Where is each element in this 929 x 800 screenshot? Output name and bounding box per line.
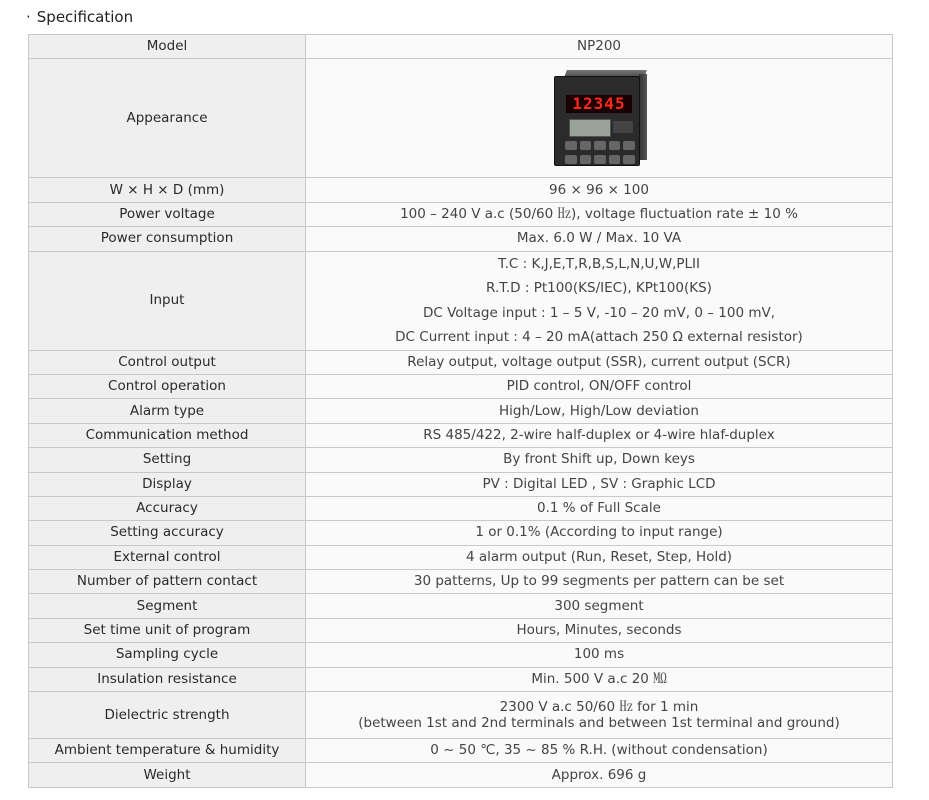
row-label: Setting [29, 448, 306, 472]
table-row [29, 227, 893, 251]
value-line: (between 1st and 2nd terminals and between 1st terminal and ground) [358, 715, 840, 732]
row-label: Power consumption [29, 227, 306, 251]
table-row [29, 594, 893, 618]
spec-table [28, 34, 893, 788]
row-value: 4 alarm output (Run, Reset, Step, Hold) [306, 545, 893, 569]
heading-title: Specification [36, 8, 134, 26]
row-label: Control operation [29, 374, 306, 398]
row-value: 30 patterns, Up to 99 segments per pattern can be set [306, 570, 893, 594]
row-label: Dielectric strength [29, 692, 306, 739]
row-value: 0.1 % of Full Scale [306, 496, 893, 520]
table-row [29, 521, 893, 545]
row-label: Input [29, 251, 306, 350]
row-value [306, 692, 893, 739]
table-row [29, 643, 893, 667]
table-row [29, 739, 893, 763]
row-value: 300 segment [306, 594, 893, 618]
led-display: 12345 [566, 95, 632, 113]
value-line: 2300 V a.c 50/60 ㎐ for 1 min [499, 699, 699, 716]
row-label: Control output [29, 350, 306, 374]
table-row [29, 251, 893, 350]
value-line: R.T.D : Pt100(KS/IEC), KPt100(KS) [486, 280, 712, 297]
row-label: Number of pattern contact [29, 570, 306, 594]
row-label: Communication method [29, 423, 306, 447]
row-label: Sampling cycle [29, 643, 306, 667]
value-line: DC Voltage input : 1 – 5 V, -10 – 20 mV, 0 – 100 mV, [423, 304, 775, 321]
row-label: Display [29, 472, 306, 496]
table-row [29, 59, 893, 178]
heading-bullet: · [26, 8, 31, 26]
value-line: DC Current input : 4 – 20 mA(attach 250 Ω external resistor) [395, 329, 803, 346]
table-row [29, 178, 893, 202]
table-row [29, 399, 893, 423]
row-label: External control [29, 545, 306, 569]
row-value: NP200 [306, 35, 893, 59]
table-row [29, 618, 893, 642]
row-value: 100 ms [306, 643, 893, 667]
row-value: High/Low, High/Low deviation [306, 399, 893, 423]
row-label: Insulation resistance [29, 667, 306, 691]
row-label: W × H × D (mm) [29, 178, 306, 202]
table-row [29, 763, 893, 787]
table-row [29, 496, 893, 520]
row-label: Weight [29, 763, 306, 787]
row-value: By front Shift up, Down keys [306, 448, 893, 472]
row-label: Setting accuracy [29, 521, 306, 545]
row-value: RS 485/422, 2-wire half-duplex or 4-wire hlaf-duplex [306, 423, 893, 447]
row-value: PV : Digital LED , SV : Graphic LCD [306, 472, 893, 496]
appearance-cell [306, 59, 893, 178]
table-row [29, 350, 893, 374]
row-value: Approx. 696 g [306, 763, 893, 787]
row-value: Relay output, voltage output (SSR), current output (SCR) [306, 350, 893, 374]
row-value: 100 – 240 V a.c (50/60 ㎐), voltage fluctuation rate ± 10 % [306, 202, 893, 226]
table-row [29, 423, 893, 447]
row-value: Min. 500 V a.c 20 ㏁ [306, 667, 893, 691]
table-row [29, 448, 893, 472]
row-value: Max. 6.0 W / Max. 10 VA [306, 227, 893, 251]
table-row [29, 202, 893, 226]
row-value: PID control, ON/OFF control [306, 374, 893, 398]
table-row [29, 667, 893, 691]
table-row [29, 692, 893, 739]
row-label: Set time unit of program [29, 618, 306, 642]
table-row [29, 545, 893, 569]
row-value: 0 ~ 50 ℃, 35 ~ 85 % R.H. (without condensation) [306, 739, 893, 763]
row-label: Ambient temperature & humidity [29, 739, 306, 763]
table-row [29, 570, 893, 594]
row-label: Model [29, 35, 306, 59]
table-row [29, 472, 893, 496]
value-line: T.C : K,J,E,T,R,B,S,L,N,U,W,PLII [498, 255, 700, 272]
row-label: Appearance [29, 59, 306, 178]
row-label: Alarm type [29, 399, 306, 423]
product-image [551, 70, 647, 166]
row-label: Segment [29, 594, 306, 618]
row-label: Accuracy [29, 496, 306, 520]
row-value [306, 251, 893, 350]
row-value: Hours, Minutes, seconds [306, 618, 893, 642]
row-label: Power voltage [29, 202, 306, 226]
row-value: 96 × 96 × 100 [306, 178, 893, 202]
table-row [29, 35, 893, 59]
front-keys [565, 141, 635, 165]
row-value: 1 or 0.1% (According to input range) [306, 521, 893, 545]
lcd-display [569, 119, 611, 137]
section-heading [26, 8, 133, 26]
table-row [29, 374, 893, 398]
